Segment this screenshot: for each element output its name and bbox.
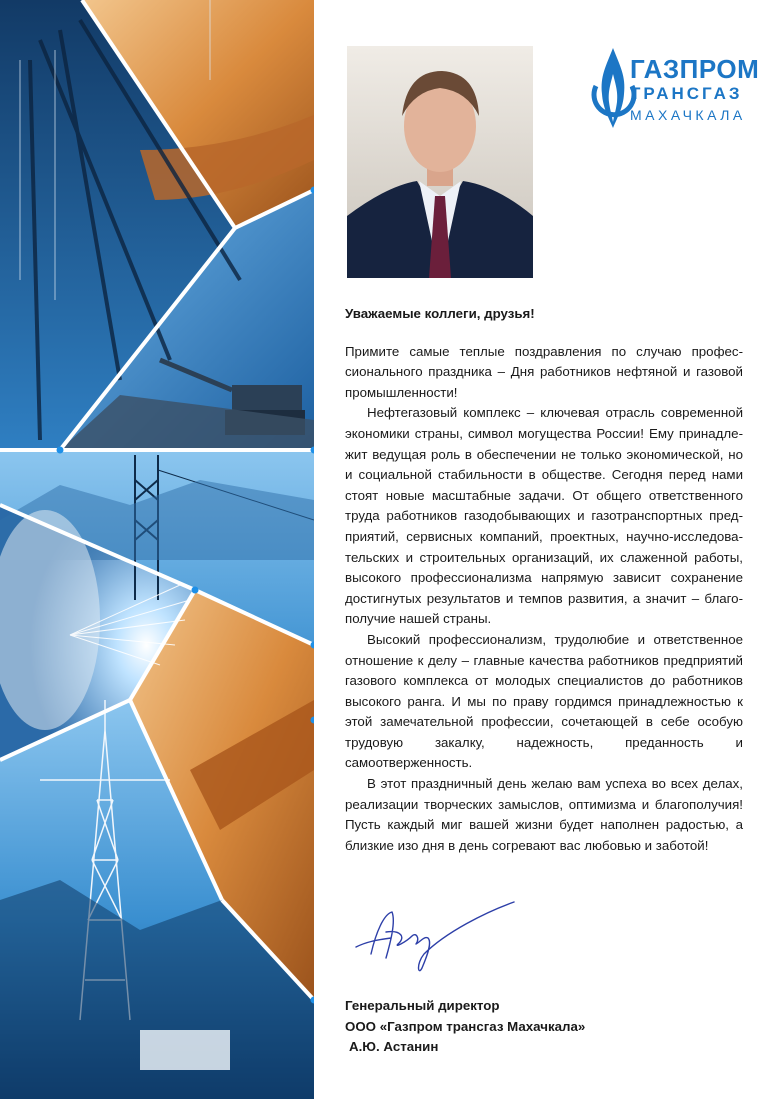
signatory-title: Генеральный директор xyxy=(345,998,500,1013)
signature-block xyxy=(345,996,585,1058)
logo-line-2: ТРАНСГАЗ xyxy=(630,84,743,103)
signatory-name: А.Ю. Астанин xyxy=(349,1039,439,1055)
letter-greeting: Уважаемые коллеги, друзья! xyxy=(345,306,535,321)
director-portrait xyxy=(347,46,533,278)
gazprom-logo xyxy=(590,46,760,132)
letter-paragraph: Примите самые теплые поздравления по случаю профессионального праздника – Дня работников нефтяной и газовой промышленности! xyxy=(345,343,743,400)
letter-paragraph: Высокий профессионализм, трудолюбие и ответственное отношение к делу – главные качества работников предприятий газового комплекса от молодых специалистов до работников высокого ранга. И мы по праву гордимся принадлежностью к этой замечательной профессии, сочетающей в себе особую трудовую закалку, надежность, преданность и самоотверженность. xyxy=(345,631,743,771)
logo-line-3: МАХАЧКАЛА xyxy=(630,107,746,123)
letter-paragraph: Нефтегазовый комплекс – ключевая отрасль современной экономики страны, символ могущества России! Ему принадлежит ведущая роль в обеспечении не только экономической, но и социальной стабильности в обществе. Сегодня перед нами стоят новые масштабные задачи. От общего ответственного труда работников газодобывающих и газотранспортных предприятий, сервисных компаний, проектных, научно-исследовательских и строительных организаций, их слаженной работы, высокого профессионализма напрямую зависит сохранение достигнутых результатов и темпов развития, а значит – благополучие нашей страны. xyxy=(345,405,743,627)
photo-collage xyxy=(0,0,314,1099)
logo-line-1: ГАЗПРОМ xyxy=(630,54,760,84)
signatory-company: ООО «Газпром трансгаз Махачкала» xyxy=(345,1018,586,1034)
letter-paragraph: В этот праздничный день желаю вам успеха во всех делах, реализации творческих замыслов, оптимизма и благополучия! Пусть каждый миг вашей жизни будет наполнен радостью, а близкие изо дня в день согревают вас любовью и заботой! xyxy=(345,776,743,853)
handwritten-signature xyxy=(346,892,521,984)
letter-body xyxy=(345,304,743,856)
